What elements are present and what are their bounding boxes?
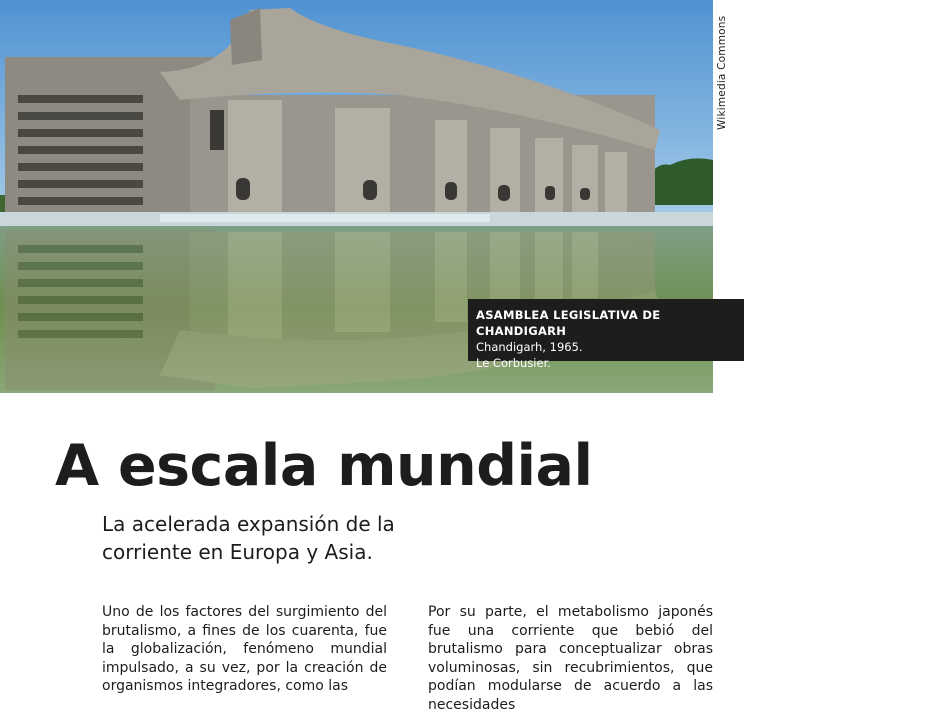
article-headline: A escala mundial bbox=[55, 433, 593, 499]
body-column-right: Por su parte, el metabolismo japonés fue una corriente que bebió del brutalismo para conceptualizar obras voluminosas, sin recubrimientos, que podían modularse de acuerdo a las necesidades bbox=[428, 604, 713, 713]
body-column-left: Uno de los factores del surgimiento del brutalismo, a fines de los cuarenta, fue la globalización, fenómeno mundial impulsado, a su vez, por la creación de organismos integradores, como las bbox=[102, 604, 387, 695]
caption-location-year: Chandigarh, 1965. bbox=[476, 340, 583, 354]
caption-architect: Le Corbusier. bbox=[476, 356, 551, 370]
article-subtitle: La acelerada expansión de la corriente en Europa y Asia. bbox=[102, 512, 395, 564]
caption-title: ASAMBLEA LEGISLATIVA DE CHANDIGARH bbox=[476, 308, 661, 338]
photo-credit: Wikimedia Commons bbox=[716, 15, 728, 130]
photo-caption bbox=[468, 299, 744, 370]
